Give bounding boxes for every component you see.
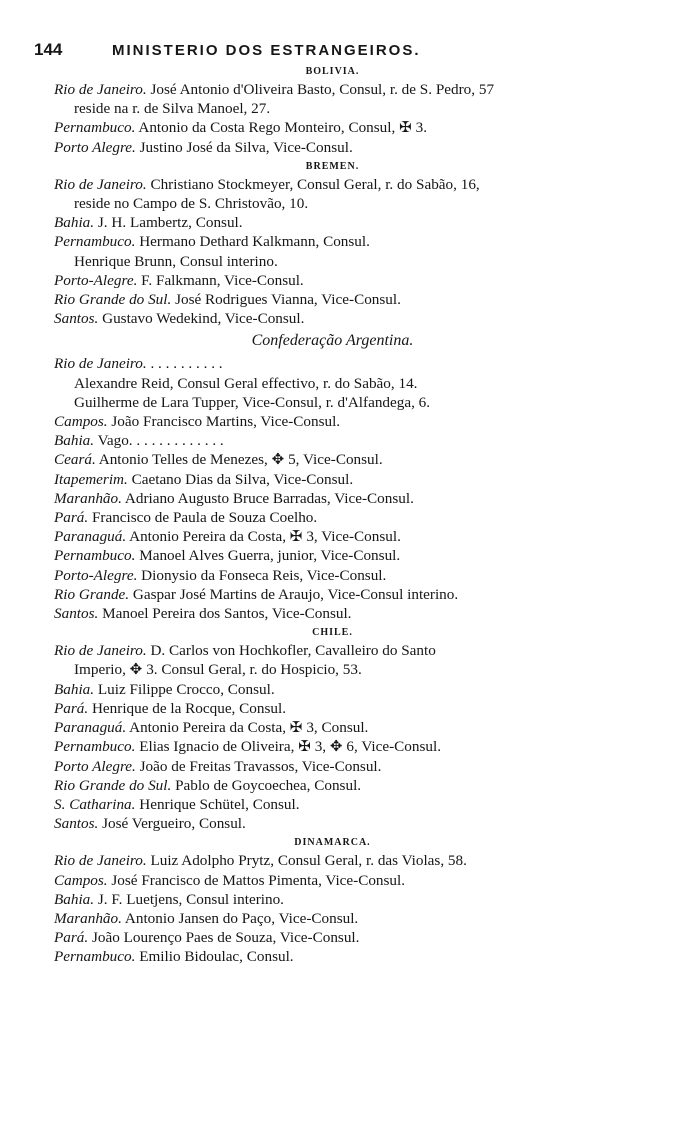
- entry-city: Bahia.: [54, 680, 95, 698]
- consular-entry: [46, 585, 631, 604]
- entry-city: Santos.: [54, 605, 99, 623]
- entry-text: Luiz Filippe Crocco, Consul.: [94, 680, 275, 698]
- entry-city: Porto-Alegre.: [54, 566, 138, 584]
- consular-entry: [46, 412, 631, 431]
- entry-text: Henrique de la Rocque, Consul.: [88, 699, 286, 717]
- consular-entry: [46, 814, 631, 833]
- entry-city: Pará.: [54, 699, 89, 717]
- entry-city: Maranhão.: [54, 489, 122, 507]
- section-title-bremen: BREMEN.: [305, 160, 360, 172]
- entry-text: D. Carlos von Hochkofler, Cavalleiro do Santo: [146, 642, 436, 660]
- entry-city: Rio de Janeiro.: [54, 642, 147, 660]
- consular-entry: [46, 118, 631, 137]
- entry-text: João Lourenço Paes de Souza, Vice-Consul.: [88, 929, 360, 947]
- entry-continuation: reside na r. de Silva Manoel, 27.: [74, 100, 271, 118]
- entry-city: Rio de Janeiro.: [54, 852, 147, 870]
- section-title-dinamarca: DINAMARCA.: [294, 837, 371, 849]
- consular-entry: [46, 213, 631, 232]
- consular-entry: [46, 947, 631, 966]
- entry-city: Rio Grande do Sul.: [54, 776, 172, 794]
- entry-city: Paranaguá.: [54, 528, 127, 546]
- consular-entry: [46, 271, 631, 290]
- entry-text: Manoel Pereira dos Santos, Vice-Consul.: [98, 605, 352, 623]
- entry-city: Porto-Alegre.: [54, 271, 138, 289]
- entry-text: Vago. . . . . . . . . . . . .: [94, 432, 224, 450]
- consular-entry: [46, 851, 631, 870]
- consular-entry: [46, 566, 631, 585]
- entry-city: Porto Alegre.: [54, 757, 136, 775]
- entry-text: Christiano Stockmeyer, Consul Geral, r. do Sabão, 16,: [146, 175, 480, 193]
- entry-text: Pablo de Goycoechea, Consul.: [171, 776, 362, 794]
- consular-entry: [46, 138, 631, 157]
- consular-entry: [46, 431, 631, 450]
- entry-city: Pernambuco.: [54, 547, 136, 565]
- consular-entry: [46, 175, 631, 194]
- entry-city: S. Catharina.: [54, 795, 136, 813]
- entry-city: Ceará.: [54, 451, 96, 469]
- entry-city: Itapemerim.: [54, 470, 128, 488]
- entry-city: Campos.: [54, 871, 108, 889]
- entry-city: Pernambuco.: [54, 119, 136, 137]
- entry-text: Adriano Augusto Bruce Barradas, Vice-Consul.: [121, 489, 414, 507]
- entry-city: Bahia.: [54, 214, 95, 232]
- consular-entry: [46, 354, 631, 373]
- consular-entry: [46, 776, 631, 795]
- entry-city: Pernambuco.: [54, 738, 136, 756]
- consular-entry: [46, 737, 631, 756]
- entry-text: João Francisco Martins, Vice-Consul.: [107, 413, 341, 431]
- entry-text: Luiz Adolpho Prytz, Consul Geral, r. das Violas, 58.: [146, 852, 467, 870]
- entry-text: Hermano Dethard Kalkmann, Consul.: [135, 233, 370, 251]
- entry-text: Antonio da Costa Rego Monteiro, Consul, ✠ 3.: [135, 119, 427, 137]
- consular-entry: [46, 527, 631, 546]
- entry-continuation: Alexandre Reid, Consul Geral effectivo, r. do Sabão, 14.: [74, 374, 418, 392]
- consular-entry: [46, 470, 631, 489]
- entry-city: Rio de Janeiro.: [54, 355, 147, 373]
- entry-city: Santos.: [54, 310, 99, 328]
- entry-city: Campos.: [54, 413, 108, 431]
- entry-text: Justino José da Silva, Vice-Consul.: [135, 138, 353, 156]
- entry-text: Antonio Pereira da Costa, ✠ 3, Vice-Consul.: [126, 528, 401, 546]
- consular-entry: [46, 680, 631, 699]
- entry-text: Gustavo Wedekind, Vice-Consul.: [98, 310, 305, 328]
- entry-text: José Rodrigues Vianna, Vice-Consul.: [171, 291, 401, 309]
- entry-city: Rio de Janeiro.: [54, 175, 147, 193]
- entry-text: Manoel Alves Guerra, junior, Vice-Consul.: [135, 547, 401, 565]
- entry-text: J. H. Lambertz, Consul.: [94, 214, 243, 232]
- section-title-bolivia: BOLIVIA.: [305, 66, 360, 77]
- entry-text: . . . . . . . . . .: [146, 355, 223, 373]
- entry-text: Caetano Dias da Silva, Vice-Consul.: [127, 470, 354, 488]
- entry-text: Henrique Schütel, Consul.: [135, 795, 300, 813]
- entry-city: Rio de Janeiro.: [54, 81, 147, 98]
- consular-entry: [46, 795, 631, 814]
- entry-city: Rio Grande.: [54, 585, 130, 603]
- consular-entry: [46, 450, 631, 469]
- running-head: MINISTERIO DOS ESTRANGEIROS.: [112, 42, 421, 59]
- entry-city: Pará.: [54, 509, 89, 527]
- entry-text: Francisco de Paula de Souza Coelho.: [88, 509, 318, 527]
- consular-entry: [46, 309, 631, 328]
- entry-text: Gaspar José Martins de Araujo, Vice-Consul interino.: [129, 585, 459, 603]
- consular-entry: [46, 604, 631, 623]
- entry-text: Emilio Bidoulac, Consul.: [135, 948, 294, 966]
- entry-text: Antonio Telles de Menezes, ✥ 5, Vice-Consul.: [95, 451, 383, 469]
- entry-text: José Antonio d'Oliveira Basto, Consul, r. de S. Pedro, 57: [146, 81, 495, 98]
- entry-text: João de Freitas Travassos, Vice-Consul.: [135, 757, 382, 775]
- page-number: 144: [34, 40, 63, 59]
- entry-city: Pernambuco.: [54, 948, 136, 966]
- consular-entry: [46, 546, 631, 565]
- entry-city: Santos.: [54, 815, 99, 833]
- entry-city: Rio Grande do Sul.: [54, 291, 172, 309]
- consular-entry: [46, 871, 631, 890]
- entry-city: Maranhão.: [54, 909, 122, 927]
- consular-entry: [46, 232, 631, 251]
- entry-text: José Vergueiro, Consul.: [98, 815, 246, 833]
- entry-text: José Francisco de Mattos Pimenta, Vice-Consul.: [107, 871, 406, 889]
- entry-continuation: reside no Campo de S. Christovão, 10.: [74, 195, 309, 213]
- consular-entry: [46, 290, 631, 309]
- entry-text: F. Falkmann, Vice-Consul.: [137, 271, 304, 289]
- consular-entry: [46, 508, 631, 527]
- consular-entry: [46, 489, 631, 508]
- entry-continuation: Henrique Brunn, Consul interino.: [74, 252, 278, 270]
- consular-entry: [46, 699, 631, 718]
- entry-continuation: Imperio, ✥ 3. Consul Geral, r. do Hospicio, 53.: [74, 661, 362, 679]
- entry-continuation: Guilherme de Lara Tupper, Vice-Consul, r. d'Alfandega, 6.: [74, 393, 431, 411]
- entry-city: Pernambuco.: [54, 233, 136, 251]
- consular-entry: [46, 718, 631, 737]
- consular-entry: [46, 757, 631, 776]
- entry-text: Antonio Pereira da Costa, ✠ 3, Consul.: [126, 719, 369, 737]
- section-title-argentina: Confederação Argentina.: [251, 332, 414, 350]
- entry-text: Elias Ignacio de Oliveira, ✠ 3, ✥ 6, Vice-Consul.: [135, 738, 441, 756]
- entry-text: Dionysio da Fonseca Reis, Vice-Consul.: [137, 566, 387, 584]
- consular-entry: [46, 928, 631, 947]
- consular-listing: [34, 66, 631, 967]
- entry-text: Antonio Jansen do Paço, Vice-Consul.: [121, 909, 359, 927]
- entry-text: J. F. Luetjens, Consul interino.: [94, 890, 284, 908]
- section-title-chile: CHILE.: [312, 627, 353, 639]
- entry-city: Pará.: [54, 929, 89, 947]
- page-header: [34, 40, 631, 60]
- entry-city: Bahia.: [54, 432, 95, 450]
- consular-entry: [46, 890, 631, 909]
- entry-city: Porto Alegre.: [54, 138, 136, 156]
- consular-entry: [46, 909, 631, 928]
- entry-city: Bahia.: [54, 890, 95, 908]
- entry-city: Paranaguá.: [54, 719, 127, 737]
- consular-entry: [46, 80, 631, 99]
- consular-entry: [46, 641, 631, 660]
